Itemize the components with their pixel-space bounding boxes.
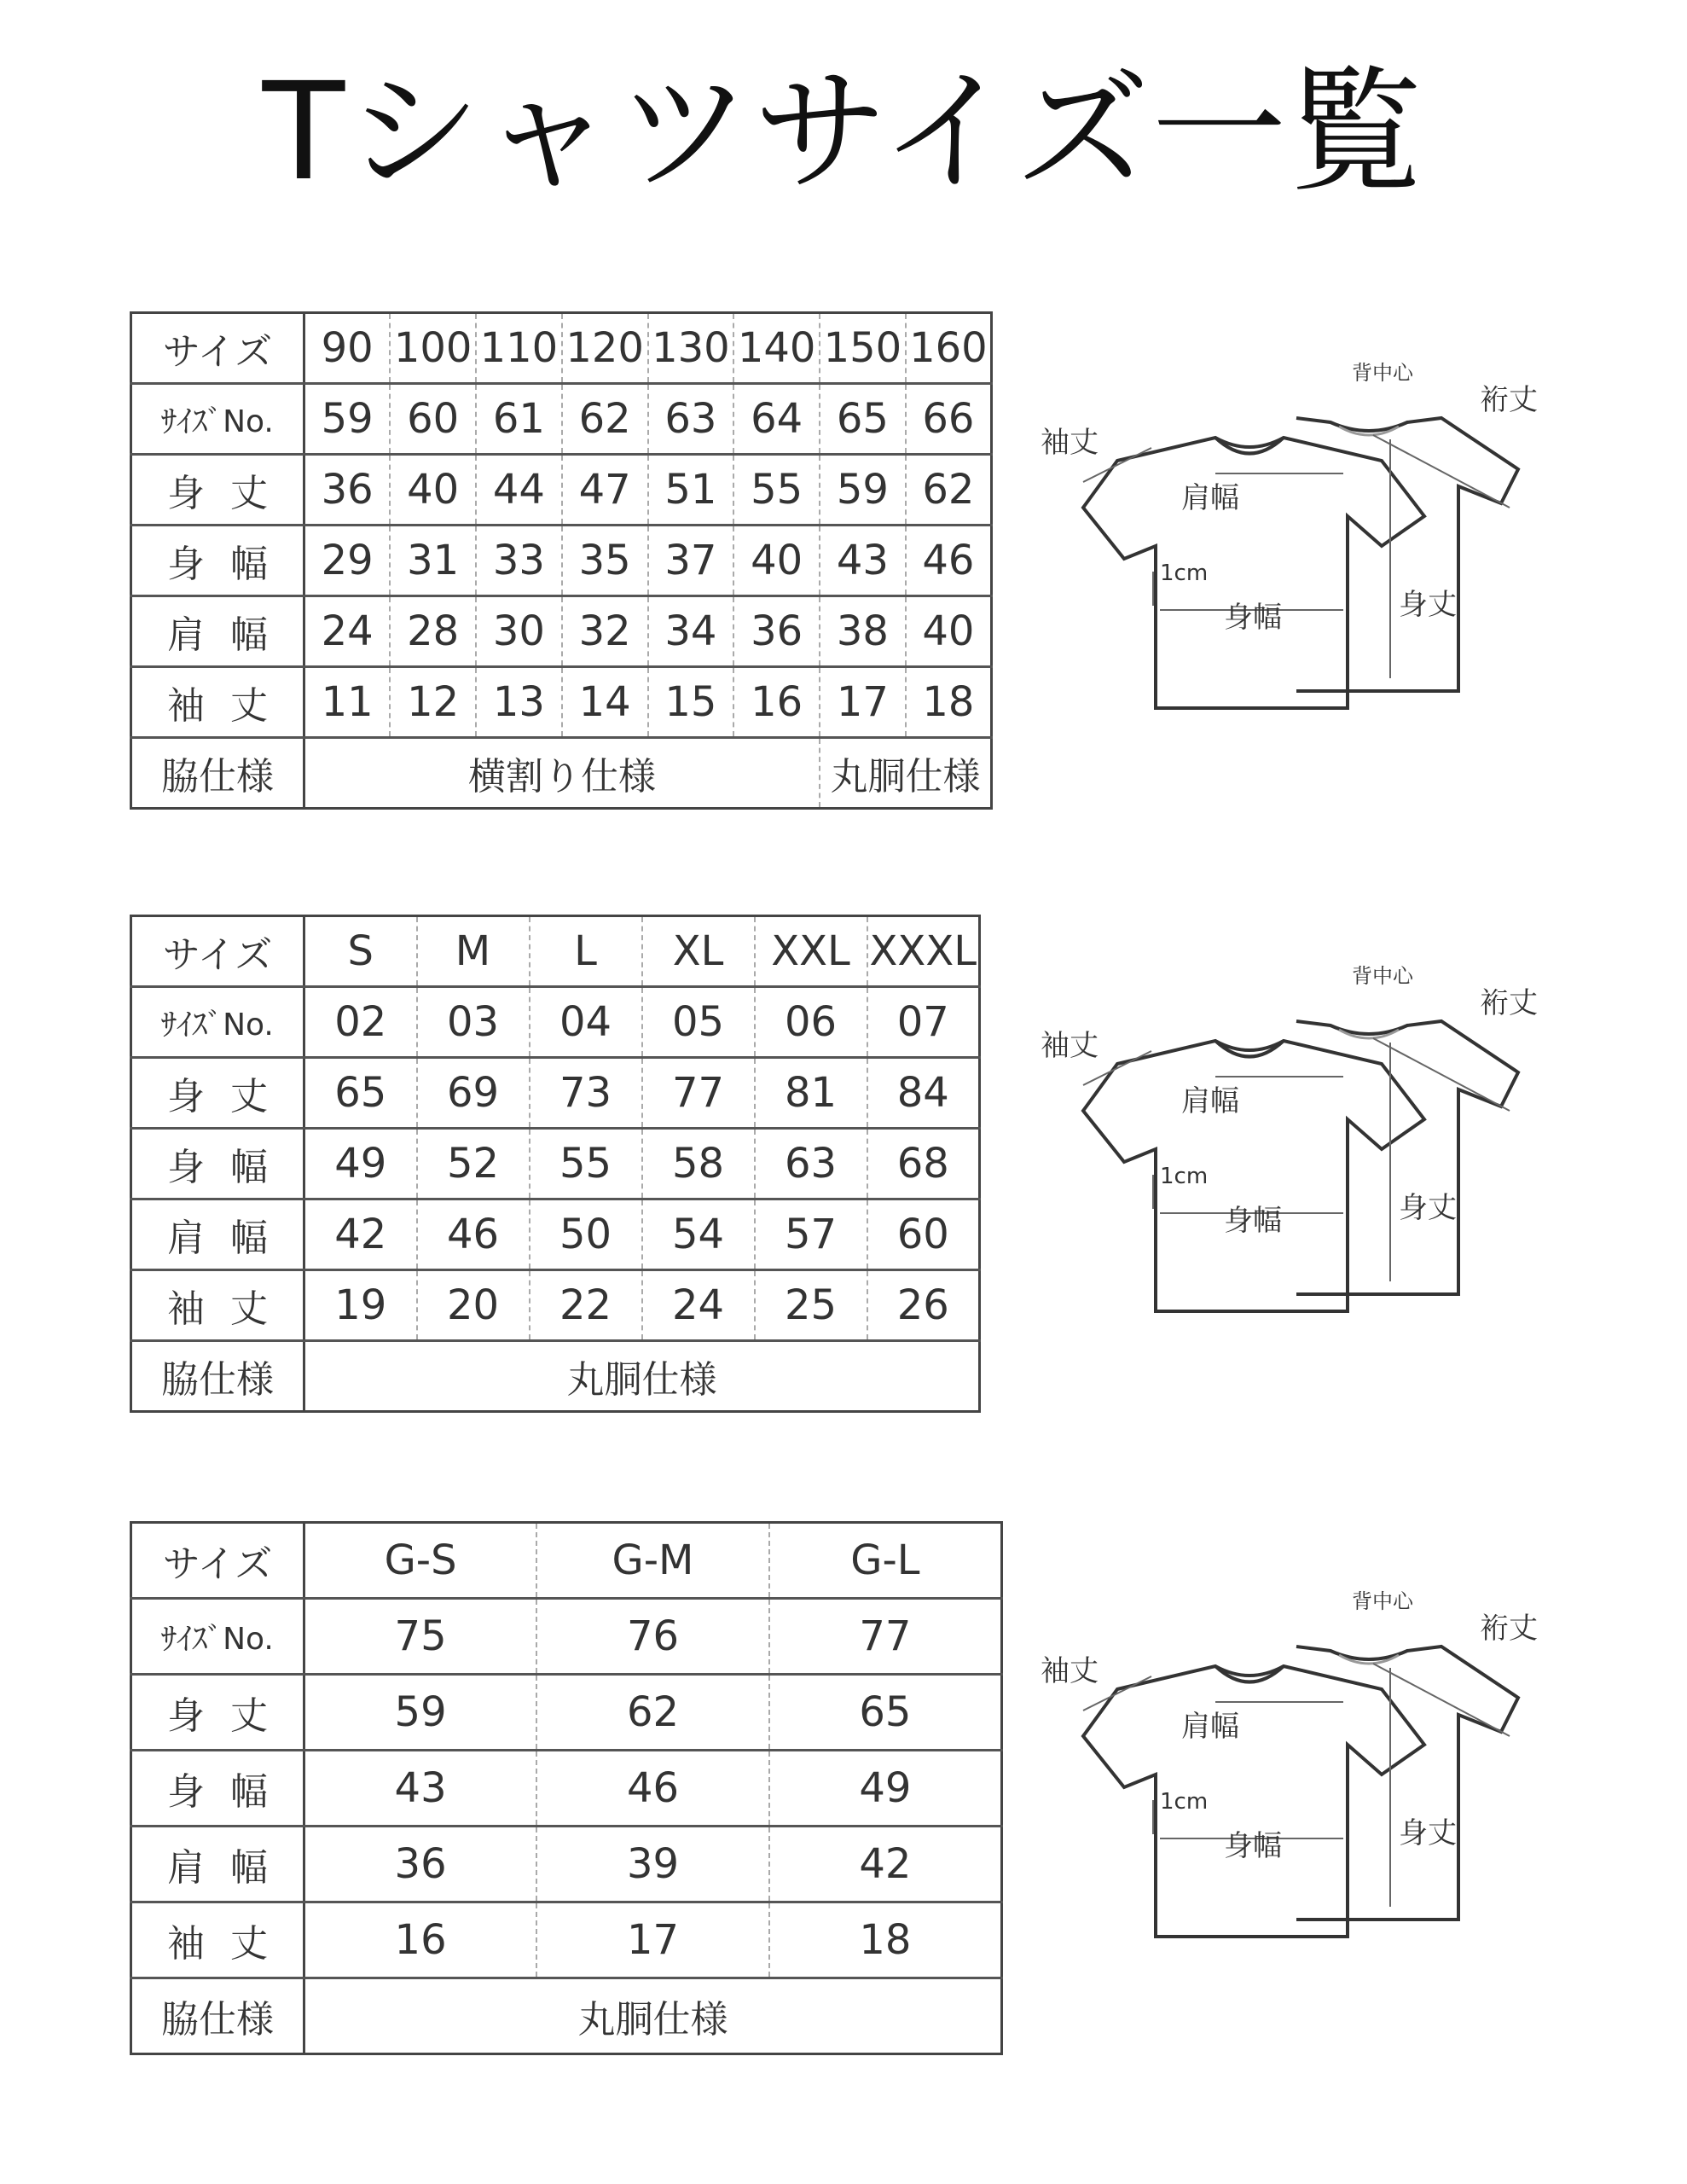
cell: 39: [536, 1827, 769, 1902]
cell: 28: [390, 596, 476, 667]
cell: 77: [642, 1058, 755, 1129]
cell: 35: [562, 526, 648, 596]
cell: 62: [906, 455, 992, 526]
cell: 25: [755, 1270, 867, 1341]
width-label: 身幅: [1224, 1829, 1282, 1863]
shoulder-label: 肩幅: [1181, 481, 1239, 515]
cell: G-S: [304, 1523, 537, 1599]
cell: 13: [476, 667, 562, 738]
row-label: 袖丈: [131, 1270, 304, 1341]
page-title: Tシャツサイズ一覧: [262, 54, 1425, 211]
cell: 65: [769, 1675, 1002, 1751]
cell: 60: [390, 384, 476, 455]
cell: 34: [648, 596, 734, 667]
table-row: [131, 1827, 1002, 1902]
cell: 30: [476, 596, 562, 667]
tshirt-front-outline: [1083, 1666, 1424, 1937]
tshirt-back-outline: [1296, 1021, 1518, 1294]
cell: 36: [733, 596, 820, 667]
cell: 90: [304, 313, 391, 384]
row-label: サイズ: [131, 313, 304, 384]
cell: 17: [820, 667, 906, 738]
row-label: 肩幅: [131, 596, 304, 667]
cell: 43: [304, 1751, 537, 1827]
row-label: 身丈: [131, 455, 304, 526]
cell: 58: [642, 1129, 755, 1199]
cell: 29: [304, 526, 391, 596]
yuki-arrow: [1373, 1038, 1510, 1111]
row-label: 袖丈: [131, 1902, 304, 1978]
cell: 68: [867, 1129, 980, 1199]
table-row: [131, 313, 992, 384]
row-label: 脇仕様: [131, 738, 304, 809]
cell: 49: [769, 1751, 1002, 1827]
row-label: 身丈: [131, 1675, 304, 1751]
side-spec: 丸胴仕様: [577, 1998, 728, 2042]
table-row: [131, 384, 992, 455]
cell: 66: [906, 384, 992, 455]
offset-label: 1cm: [1160, 561, 1209, 586]
cell: 59: [304, 1675, 537, 1751]
row-label: 肩幅: [131, 1827, 304, 1902]
cell: 36: [304, 1827, 537, 1902]
sleeve-label: 袖丈: [1041, 426, 1099, 460]
cell: G-M: [536, 1523, 769, 1599]
cell: 59: [304, 384, 391, 455]
tshirt-front-outline: [1083, 438, 1424, 708]
cell: 37: [648, 526, 734, 596]
center-back-label: 背中心: [1352, 964, 1413, 988]
cell: 81: [755, 1058, 867, 1129]
sleeve-label: 袖丈: [1041, 1029, 1099, 1063]
side-spec: 横割り仕様: [468, 755, 656, 799]
table-row: [131, 987, 980, 1058]
cell: 26: [867, 1270, 980, 1341]
cell: 150: [820, 313, 906, 384]
row-label: サイズ: [131, 916, 304, 987]
cell: 64: [733, 384, 820, 455]
cell: 02: [304, 987, 417, 1058]
row-label: 脇仕様: [131, 1978, 304, 2054]
cell: 55: [733, 455, 820, 526]
row-label: ｻｲｽﾞNo.: [131, 987, 304, 1058]
cell: 46: [417, 1199, 530, 1270]
cell: 62: [562, 384, 648, 455]
table-row: [131, 455, 992, 526]
cell: 24: [642, 1270, 755, 1341]
size-table-girls: [130, 1521, 1003, 2055]
cell: 43: [820, 526, 906, 596]
cell: 100: [390, 313, 476, 384]
tshirt-front-outline: [1083, 1041, 1424, 1311]
table-row: [131, 1599, 1002, 1675]
side-spec: 丸胴仕様: [820, 738, 992, 809]
cell: 54: [642, 1199, 755, 1270]
cell: 50: [530, 1199, 642, 1270]
side-spec: 丸胴仕様: [566, 1358, 717, 1402]
cell: G-L: [769, 1523, 1002, 1599]
cell: 69: [417, 1058, 530, 1129]
yuki-label: 裄丈: [1480, 1612, 1538, 1646]
cell: 22: [530, 1270, 642, 1341]
center-back-label: 背中心: [1352, 1589, 1413, 1613]
cell: 57: [755, 1199, 867, 1270]
shoulder-label: 肩幅: [1181, 1710, 1239, 1744]
cell: XXXL: [867, 916, 980, 987]
cell: 84: [867, 1058, 980, 1129]
cell: 65: [820, 384, 906, 455]
length-label: 身丈: [1399, 1191, 1457, 1225]
cell: 12: [390, 667, 476, 738]
cell: 11: [304, 667, 391, 738]
cell: 44: [476, 455, 562, 526]
tshirt-measurement-diagram: [1023, 341, 1586, 742]
cell: 110: [476, 313, 562, 384]
size-table-kids: [130, 311, 993, 810]
cell: 16: [304, 1902, 537, 1978]
cell: 40: [733, 526, 820, 596]
yuki-arrow: [1373, 1664, 1510, 1736]
cell: 18: [906, 667, 992, 738]
cell: 49: [304, 1129, 417, 1199]
row-label: ｻｲｽﾞNo.: [131, 1599, 304, 1675]
width-label: 身幅: [1224, 1204, 1282, 1238]
table-row: [131, 1523, 1002, 1599]
cell: 55: [530, 1129, 642, 1199]
cell: 07: [867, 987, 980, 1058]
table-row: [131, 526, 992, 596]
cell: 62: [536, 1675, 769, 1751]
cell: 40: [906, 596, 992, 667]
shoulder-label: 肩幅: [1181, 1084, 1239, 1118]
cell: 18: [769, 1902, 1002, 1978]
cell: 59: [820, 455, 906, 526]
cell: 31: [390, 526, 476, 596]
cell: 120: [562, 313, 648, 384]
cell: 36: [304, 455, 391, 526]
cell: 63: [648, 384, 734, 455]
table-row: [131, 1341, 980, 1412]
row-label: 身幅: [131, 526, 304, 596]
table-row: [131, 916, 980, 987]
table-row: [131, 1058, 980, 1129]
cell: 140: [733, 313, 820, 384]
length-label: 身丈: [1399, 1816, 1457, 1850]
cell: 15: [648, 667, 734, 738]
cell: 04: [530, 987, 642, 1058]
table-row: [131, 1978, 1002, 2054]
cell: XXL: [755, 916, 867, 987]
cell: 19: [304, 1270, 417, 1341]
cell: 65: [304, 1058, 417, 1129]
cell: 60: [867, 1199, 980, 1270]
cell: 52: [417, 1129, 530, 1199]
table-row: [131, 1129, 980, 1199]
yuki-arrow: [1373, 435, 1510, 508]
sleeve-label: 袖丈: [1041, 1654, 1099, 1688]
cell: 130: [648, 313, 734, 384]
row-label: 身幅: [131, 1751, 304, 1827]
size-table-adult: [130, 915, 981, 1413]
tshirt-measurement-diagram: [1023, 944, 1586, 1345]
tshirt-back-outline: [1296, 1647, 1518, 1920]
table-row: [131, 667, 992, 738]
cell: S: [304, 916, 417, 987]
cell: 32: [562, 596, 648, 667]
cell: 20: [417, 1270, 530, 1341]
cell: 06: [755, 987, 867, 1058]
cell: 17: [536, 1902, 769, 1978]
cell: 42: [769, 1827, 1002, 1902]
offset-label: 1cm: [1160, 1789, 1209, 1815]
cell: 46: [536, 1751, 769, 1827]
cell: 40: [390, 455, 476, 526]
cell: XL: [642, 916, 755, 987]
row-label: 脇仕様: [131, 1341, 304, 1412]
row-label: 身丈: [131, 1058, 304, 1129]
tshirt-back-outline: [1296, 418, 1518, 691]
cell: 73: [530, 1058, 642, 1129]
table-row: [131, 738, 992, 809]
cell: 47: [562, 455, 648, 526]
offset-label: 1cm: [1160, 1164, 1209, 1189]
cell: 03: [417, 987, 530, 1058]
cell: M: [417, 916, 530, 987]
cell: 160: [906, 313, 992, 384]
cell: 61: [476, 384, 562, 455]
table-row: [131, 1270, 980, 1341]
cell: 38: [820, 596, 906, 667]
table-row: [131, 1751, 1002, 1827]
table-row: [131, 1199, 980, 1270]
table-row: [131, 1902, 1002, 1978]
width-label: 身幅: [1224, 601, 1282, 635]
cell: 14: [562, 667, 648, 738]
row-label: ｻｲｽﾞNo.: [131, 384, 304, 455]
cell: 42: [304, 1199, 417, 1270]
center-back-label: 背中心: [1352, 361, 1413, 385]
tshirt-measurement-diagram: [1023, 1570, 1586, 1971]
table-row: [131, 1675, 1002, 1751]
cell: L: [530, 916, 642, 987]
table-row: [131, 596, 992, 667]
cell: 24: [304, 596, 391, 667]
cell: 46: [906, 526, 992, 596]
row-label: 袖丈: [131, 667, 304, 738]
yuki-label: 裄丈: [1480, 383, 1538, 417]
row-label: 身幅: [131, 1129, 304, 1199]
cell: 75: [304, 1599, 537, 1675]
cell: 16: [733, 667, 820, 738]
row-label: サイズ: [131, 1523, 304, 1599]
cell: 51: [648, 455, 734, 526]
yuki-label: 裄丈: [1480, 986, 1538, 1020]
length-label: 身丈: [1399, 588, 1457, 622]
cell: 63: [755, 1129, 867, 1199]
cell: 33: [476, 526, 562, 596]
cell: 77: [769, 1599, 1002, 1675]
row-label: 肩幅: [131, 1199, 304, 1270]
cell: 76: [536, 1599, 769, 1675]
cell: 05: [642, 987, 755, 1058]
